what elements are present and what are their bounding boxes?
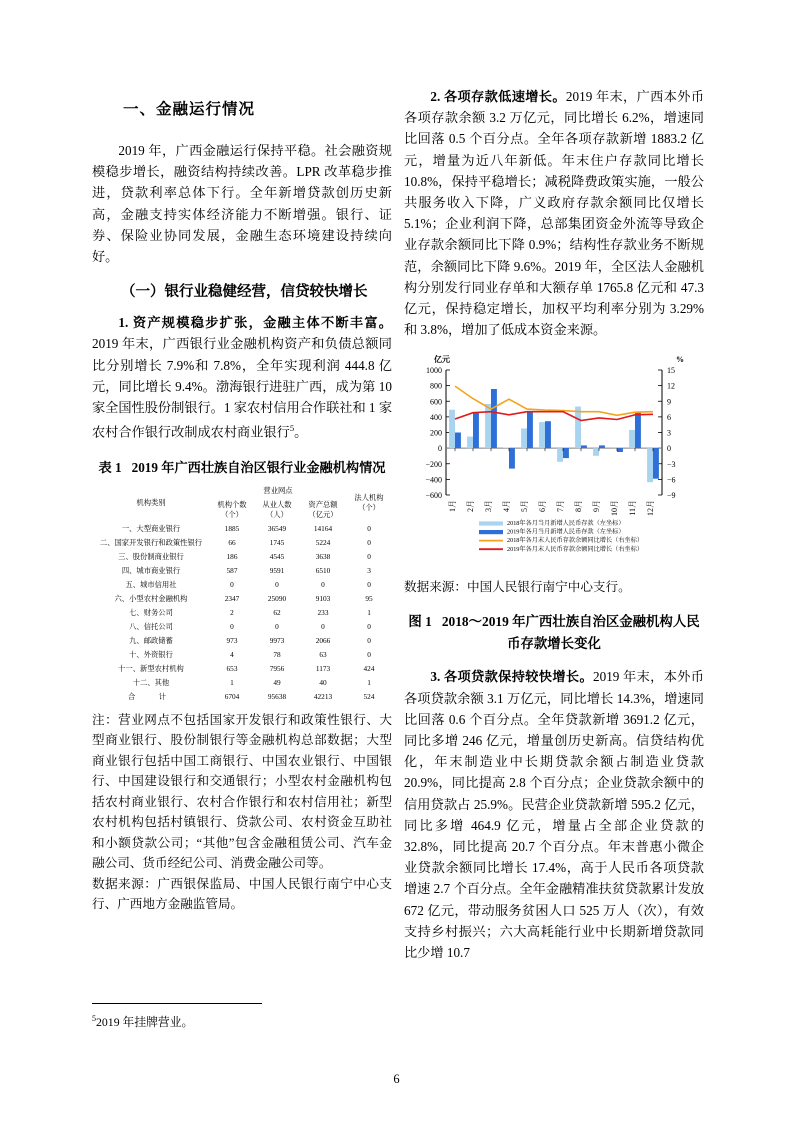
x-tick-label: 5月 [520, 500, 529, 513]
y-tick-label-right: −9 [667, 491, 676, 501]
subsection-title: （一）银行业稳健经营，信贷较快增长 [121, 284, 368, 301]
x-tick-label: 10月 [610, 500, 619, 517]
th-group-branches: 营业网点 [263, 485, 293, 495]
x-tick-label: 11月 [628, 500, 637, 517]
cell-legal: 1 [367, 677, 371, 687]
cell-legal: 95 [365, 593, 373, 603]
cell-count: 2347 [224, 593, 240, 603]
cell-staff: 9973 [269, 635, 285, 645]
cell-assets: 0 [321, 579, 325, 589]
cell-staff: 4545 [269, 551, 285, 561]
legend-swatch [479, 522, 503, 526]
chart-svg [404, 350, 704, 565]
table-note-text: 注：营业网点不包括国家开发银行和政策性银行、大型商业银行、股份制银行等金融机构总部数据；大型商业银行包括中国工商银行、中国农业银行、中国银行、中国建设银行和交通银行；小型农村金融机构包括农村商业银行、农村合作银行和农村信用社；新型农村机构包括村镇银行、贷款公司、农村资金互助社和小额贷款公司；“其他”包含金融租赁公司、汽车金融公司、货币经纪公司、消费金融公司等。 [92, 712, 392, 871]
chart-bar [449, 410, 455, 448]
chart-bar [503, 448, 509, 449]
right-column [404, 86, 704, 964]
y-tick-label-left: 800 [430, 382, 442, 392]
chart-bar [485, 404, 491, 448]
table-header [92, 484, 392, 522]
x-tick-label: 3月 [484, 500, 493, 513]
chart-bar [581, 446, 587, 449]
total-count: 6704 [224, 691, 240, 701]
footnote-body: 2019 年挂牌营业。 [96, 1014, 194, 1029]
legend-label: 2018年各月当月新增人民币存款（左坐标） [507, 520, 625, 528]
cell-staff: 0 [275, 621, 279, 631]
y-tick-label-right: 3 [667, 428, 671, 438]
figure-label: 图 1 [408, 614, 432, 630]
total-staff: 95638 [267, 691, 287, 701]
cell-count: 0 [230, 579, 234, 589]
table-row [92, 648, 392, 662]
cell-category: 三、股份制商业银行 [118, 551, 184, 561]
footnote-number: 5 [92, 1014, 96, 1023]
table-row [92, 522, 392, 536]
table-row [92, 620, 392, 634]
cell-category: 八、信托公司 [129, 621, 173, 631]
y-tick-label-right: −6 [667, 475, 676, 485]
cell-legal: 0 [367, 649, 371, 659]
cell-count: 973 [226, 635, 238, 645]
cell-count: 2 [230, 607, 234, 617]
chart-bar [653, 449, 659, 480]
th-category: 机构类别 [136, 497, 166, 507]
cell-assets: 14164 [313, 523, 333, 533]
table-row [92, 550, 392, 564]
chart-bar [599, 446, 605, 449]
th-staff-line1: 从业人数 [262, 499, 292, 509]
table-body [92, 522, 392, 704]
cell-count: 1885 [224, 523, 240, 533]
th-assets-line2: （亿元） [308, 509, 338, 519]
y-tick-label-left: 400 [430, 413, 442, 423]
y-tick-label-left: 1000 [426, 366, 442, 376]
table-note [92, 710, 392, 915]
chart-bar [539, 423, 545, 449]
legend-label: 2018年各月末人民币存款余额同比增长（右坐标） [507, 537, 644, 545]
cell-legal: 0 [367, 551, 371, 561]
table-title: 2019 年广西壮族自治区银行业金融机构情况 [131, 459, 386, 475]
x-tick-label: 2月 [466, 500, 475, 513]
cell-staff: 36549 [267, 523, 287, 533]
cell-staff: 62 [273, 607, 281, 617]
y-tick-label-right: 6 [667, 413, 671, 423]
cell-category: 一、大型商业银行 [121, 523, 181, 533]
cell-assets: 9103 [315, 593, 331, 603]
table-total-row [92, 690, 392, 704]
cell-category: 十、外资银行 [129, 649, 173, 659]
cell-count: 587 [226, 565, 238, 575]
cell-staff: 7956 [269, 663, 285, 673]
table-header-row-1 [92, 484, 392, 498]
cell-legal: 0 [367, 635, 371, 645]
item1-body-tail: 。 [294, 424, 308, 440]
table-row [92, 606, 392, 620]
cell-legal: 1 [367, 607, 371, 617]
cell-assets: 1173 [315, 663, 331, 673]
left-column [92, 86, 392, 915]
th-staff [254, 498, 300, 522]
chart-bar [455, 433, 461, 449]
cell-assets: 63 [319, 649, 327, 659]
item1-paragraph [92, 312, 392, 443]
item2-paragraph [404, 86, 704, 340]
chart-bar [527, 412, 533, 448]
cell-category: 七、财务公司 [129, 607, 173, 617]
legend-label: 2019年各月当月新增人民币存款（左坐标） [507, 529, 625, 537]
table-row [92, 634, 392, 648]
cell-count: 4 [230, 649, 234, 659]
chart-bar [467, 437, 473, 449]
y-tick-label-right: 12 [667, 382, 675, 392]
cell-staff: 25090 [267, 593, 287, 603]
x-tick-label: 7月 [556, 500, 565, 513]
y-tick-label-right: 15 [667, 366, 675, 376]
x-tick-label: 8月 [574, 500, 583, 513]
cell-count: 653 [226, 663, 238, 673]
cell-staff: 49 [273, 677, 281, 687]
total-legal: 524 [363, 691, 375, 701]
cell-staff: 1745 [269, 537, 285, 547]
cell-category: 九、邮政储蓄 [129, 635, 173, 645]
chart-bar [521, 429, 527, 449]
chart-bar [635, 413, 641, 449]
total-category: 合 计 [128, 691, 174, 701]
chart-bar [563, 449, 569, 459]
chart-bar [491, 389, 497, 448]
y-tick-label-left: −200 [425, 460, 442, 470]
cell-legal: 0 [367, 621, 371, 631]
figure-caption [404, 611, 704, 654]
intro-paragraph: 2019 年，广西金融运行保持平稳。社会融资规模稳步增长，融资结构持续改善。LPR 改革稳步推进，贷款利率总体下行。全年新增贷款创历史新高，金融支持实体经济能力不断增强。银行、证券、保险业协同发展，金融生态环境建设持续向好。 [92, 143, 392, 265]
footnote-divider [92, 1003, 262, 1004]
cell-legal: 424 [363, 663, 375, 673]
x-tick-label: 6月 [538, 500, 547, 513]
cell-assets: 40 [319, 677, 327, 687]
page-title: 一、金融运行情况 [123, 101, 256, 118]
chart-bar [473, 413, 479, 448]
th-legal-entities [346, 484, 392, 522]
x-tick-label: 9月 [592, 500, 601, 513]
y-tick-label-right: 9 [667, 397, 671, 407]
cell-staff: 0 [275, 579, 279, 589]
cell-legal: 0 [367, 523, 371, 533]
y-tick-label-left: −600 [425, 491, 442, 501]
chart-line [455, 412, 653, 421]
cell-staff: 9591 [269, 565, 285, 575]
y-tick-label-left: 200 [430, 428, 442, 438]
chart-bar [617, 449, 623, 453]
item3-paragraph [404, 666, 704, 963]
cell-assets: 0 [321, 621, 325, 631]
cell-assets: 233 [317, 607, 329, 617]
cell-category: 十一、新型农村机构 [118, 663, 184, 673]
footnote [92, 1010, 392, 1031]
bank-institutions-table [92, 484, 392, 704]
th-legal-line2: （个） [358, 502, 380, 512]
cell-category: 五、城市信用社 [125, 579, 177, 589]
footnote-ref: 5 [289, 423, 295, 434]
total-assets: 42213 [313, 691, 333, 701]
chart-bar [509, 449, 515, 470]
th-count-line2: （个） [221, 509, 243, 519]
y-axis-left-unit: 亿元 [434, 355, 450, 365]
item1-body: 2019 年末，广西银行业金融机构资产和负债总额同比分别增长 7.9%和 7.8%，全年实现利润 444.8 亿元，同比增长 9.4%。渤海银行进驻广西，成为第 10 家全国性股份制银行。1 家农村信用合作联社和 1 家农村合作银行改制成农村商业银行 [92, 336, 393, 440]
cell-assets: 5224 [315, 537, 331, 547]
y-tick-label-left: 0 [438, 444, 442, 454]
chart-bar [575, 407, 581, 449]
cell-assets: 3638 [315, 551, 331, 561]
table-row [92, 578, 392, 592]
cell-category: 六、小型农村金融机构 [114, 593, 188, 603]
item3-body: 2019 年末，本外币各项贷款余额 3.1 万亿元，同比增长 14.3%，增速同比回落 0.6 个百分点。全年贷款新增 3691.2 亿元，同比多增 246 亿元，增量创历史新高。信贷结构优化，年末制造业中长期贷款余额占制造业贷款 20.9%，同比提高 2.8 个百分点；企业贷款余额中的信用贷款占 25.9%。民营企业贷款新增 595.2 亿元，同比多增 464.9 亿元，增量占全部企业贷款的 32.8%，同比提高 20.7 个百分点。年末普惠小微企业贷款余额同比增长 17.4%，高于人民币各项贷款增速 2.7 个百分点。全年金融精准扶贫贷款累计发放 672 亿元，带动服务贫困人口 525 万人（次），有效支持乡村振兴；六大高耗能行业中长期新增贷款同比少增 10.7 [404, 669, 705, 961]
page-number: 6 [393, 1072, 400, 1086]
cell-legal: 0 [367, 579, 371, 589]
y-axis-right-unit: % [676, 355, 684, 365]
y-tick-label-right: 0 [667, 444, 671, 454]
deposit-growth-chart [404, 350, 704, 565]
cell-staff: 78 [273, 649, 281, 659]
cell-legal: 3 [367, 565, 371, 575]
chart-bar [629, 430, 635, 448]
legend-swatch [479, 530, 503, 534]
item3-runin-heading: 3. 各项贷款保持较快增长。 [430, 669, 594, 685]
th-assets-line1: 资产总额 [308, 499, 338, 509]
chart-bar [611, 448, 617, 449]
th-count-line1: 机构个数 [217, 499, 247, 509]
th-staff-line2: （人） [266, 509, 288, 519]
table-caption [92, 457, 392, 478]
chart-bar [557, 449, 563, 463]
x-tick-label: 12月 [646, 500, 655, 517]
item2-body: 2019 年末，广西本外币各项存款余额 3.2 万亿元，同比增长 6.2%，增速同比回落 0.5 个百分点。全年各项存款新增 1883.2 亿元，增量为近八年新低。年末住户存款同比增长 10.8%，保持平稳增长；减税降费政策实施，一般公共服务收入下降，广义政府存款余额同比仅增长 5.1%；企业利润下降，总部集团资金外流等导致企业存款余额同比下降 0.9%；结构性存款业务不断规范，余额同比下降 9.6%。2019 年，全区法人金融机构分别发行同业存单和大额存单 1765.8 亿元和 47.3 亿元，保持稳定增长，加权平均利率分别为 3.29%和 3.8%，增加了低成本资金来源。 [404, 89, 705, 338]
table-label: 表 1 [98, 459, 122, 475]
table-row [92, 536, 392, 550]
x-tick-label: 4月 [502, 500, 511, 513]
table-row [92, 564, 392, 578]
chart-bar [545, 422, 551, 449]
cell-count: 66 [228, 537, 236, 547]
cell-count: 1 [230, 677, 234, 687]
y-tick-label-right: −3 [667, 460, 676, 470]
th-count [210, 498, 254, 522]
cell-assets: 6510 [315, 565, 331, 575]
chart-bar [593, 449, 599, 457]
cell-category: 十二、其他 [132, 677, 170, 687]
cell-category: 二、国家开发银行和政策性银行 [99, 537, 203, 547]
table-source-text: 数据来源：广西银保监局、中国人民银行南宁中心支行、广西地方金融监管局。 [92, 876, 392, 912]
th-legal-line1: 法人机构 [354, 492, 384, 502]
cell-legal: 0 [367, 537, 371, 547]
cell-category: 四、城市商业银行 [121, 565, 181, 575]
table-row [92, 662, 392, 676]
chart-bar [647, 449, 653, 483]
figure-title: 2018～2019 年广西壮族自治区金融机构人民币存款增长变化 [441, 614, 700, 651]
y-tick-label-left: 600 [430, 397, 442, 407]
table-row [92, 676, 392, 690]
item2-runin-heading: 2. 各项存款低速增长。 [430, 89, 566, 104]
x-tick-label: 1月 [448, 500, 457, 513]
th-assets [300, 498, 346, 522]
table-row [92, 592, 392, 606]
cell-count: 186 [226, 551, 238, 561]
cell-count: 0 [230, 621, 234, 631]
item1-runin-heading: 1. 资产规模稳步扩张，金融主体不断丰富。 [118, 315, 392, 331]
legend-label: 2019年各月末人民币存款余额同比增长（右坐标） [507, 546, 644, 554]
y-tick-label-left: −400 [425, 475, 442, 485]
chart-source: 数据来源：中国人民银行南宁中心支行。 [404, 580, 631, 595]
cell-assets: 2066 [315, 635, 331, 645]
